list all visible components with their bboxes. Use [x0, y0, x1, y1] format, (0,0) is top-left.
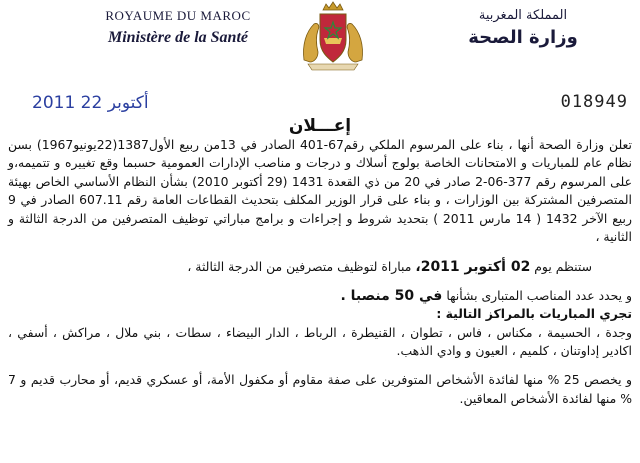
- centers-heading: تجري المباريات بالمراكز التالية :: [436, 306, 632, 322]
- centers-list: وجدة ، الحسيمة ، مكناس ، فاس ، تطوان ، القنيطرة ، الرباط ، الدار البيضاء ، سطات ، بني ملال ، مراكش ، أسفي ، اكادير إداوتنان ، كلميم ، العيون و وادي الذهب.: [8, 324, 632, 359]
- announcement-body: [8, 136, 632, 408]
- legal-basis-paragraph: تعلن وزارة الصحة أنها ، بناء على المرسوم الملكي رقم67-401 الصادر في 13من ربيع الأول1387(22يونيو1967) بسن نظام عام للمباريات و الامتحانات الخاصة بولوج أسلاك و درجات و مناصب الإدارات العمومية حسبما وقع تغييره و تتميمه،و على المرسوم رقم 377-06-2 صادر في 20 من ذي القعدة 1431 (29 أكتوبر 2010) بشأن النظام الأساسي الخاص بهيئة المتصرفين المشتركة بين الوزارات ، و بناء على قرار الوزير المكلف بتحديث القطاعات العامة رقم 607.11 الصادر في 9 ربيع الآخر 1432 ( 14 مارس 2011 ) بتحديد شروط و إجراءات و برامج مباراتي توظيف المتصرفين من الدرجة الثالثة و الثانية ،: [8, 137, 632, 245]
- french-kingdom-name: ROYAUME DU MAROC: [105, 8, 251, 23]
- positions-paragraph: [8, 287, 632, 361]
- coat-of-arms-icon: [298, 0, 368, 72]
- date-stamp: 2011 أكتوبر 22: [32, 93, 149, 113]
- positions-count: في 50 منصبا .: [340, 287, 443, 304]
- exam-date-paragraph: [8, 258, 632, 276]
- exam-date: 02 أكتوبر 2011،: [415, 259, 531, 276]
- french-ministry-name: Ministère de la Santé: [107, 29, 248, 46]
- exam-date-description: مباراة لتوظيف متصرفين من الدرجة الثالثة ،: [187, 259, 412, 275]
- french-header: [83, 6, 273, 47]
- quota-paragraph: و يخصص 25 % منها لفائدة الأشخاص المتوفرين على صفة مقاوم أو مكفول الأمة، أو عسكري قديم، أو محارب قديم و 7 % منها لفائدة الأشخاص المعاقين.: [8, 372, 632, 406]
- arabic-kingdom-name: المملكة المغربية: [478, 8, 568, 23]
- announcement-title: إعـــلان: [288, 116, 352, 136]
- arabic-ministry-name: وزارة الصحة: [468, 27, 578, 48]
- reference-number: 018949: [560, 92, 628, 112]
- positions-intro: و يحدد عدد المناصب المتبارى بشأنها: [446, 287, 632, 303]
- arabic-header: [428, 6, 618, 48]
- exam-date-intro: ستنظم يوم: [534, 259, 592, 275]
